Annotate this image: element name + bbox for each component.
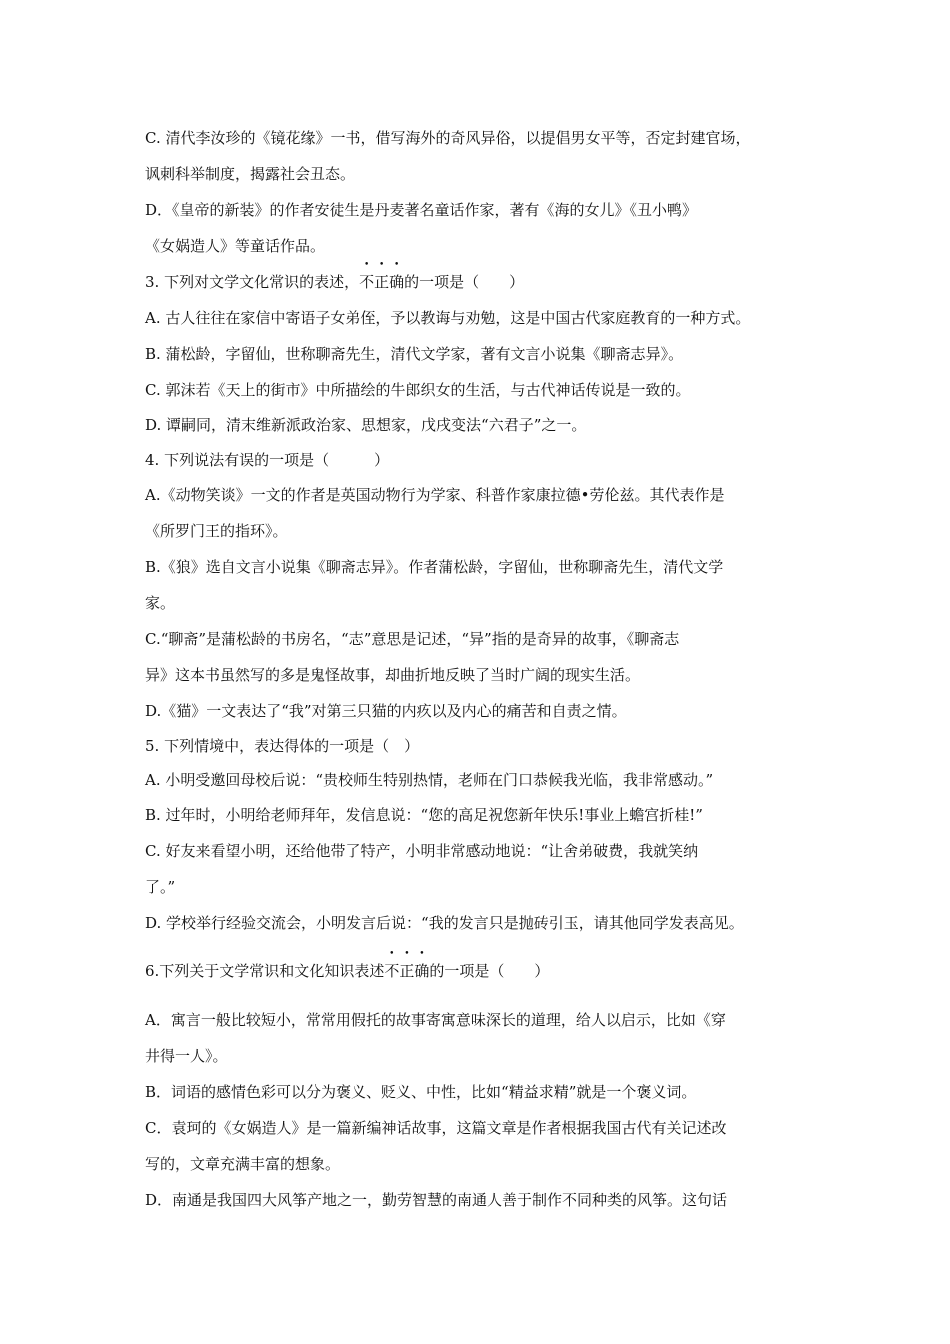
emphasis-char: 确 bbox=[414, 962, 430, 980]
text-line: A．寓言一般比较短小，常常用假托的故事寄寓意味深长的道理，给人以启示，比如《穿 bbox=[145, 1011, 726, 1029]
text-line: D．《皇帝的新装》的作者安徒生是丹麦著名童话作家，著有《海的女儿》《丑小鸭》 bbox=[145, 201, 698, 219]
question-text: 6.下列关于文学常识和文化知识表述 bbox=[145, 962, 385, 980]
text-line: B．词语的感情色彩可以分为褒义、贬义、中性，比如“精益求精”就是一个褒义词。 bbox=[145, 1083, 697, 1101]
text-line: B. 蒲松龄，字留仙，世称聊斋先生，清代文学家，著有文言小说集《聊斋志异》。 bbox=[145, 345, 684, 363]
text-line: D. 学校举行经验交流会，小明发言后说：“我的发言只是抛砖引玉，请其他同学发表高见。 bbox=[145, 914, 744, 932]
text-line: C.“聊斋”是蒲松龄的书房名，“志”意思是记述，“异”指的是奇异的故事，《聊斋志 bbox=[145, 630, 680, 648]
text-line: A. 小明受邀回母校后说：“贵校师生特别热情，老师在门口恭候我光临，我非常感动。” bbox=[145, 771, 714, 789]
text-line: 了。” bbox=[145, 878, 176, 896]
text-line: 家。 bbox=[145, 594, 176, 612]
text-line: D．南通是我国四大风筝产地之一，勤劳智慧的南通人善于制作不同种类的风筝。这句话 bbox=[145, 1191, 728, 1209]
emphasis-char: 不 bbox=[359, 273, 375, 291]
emphasis-char: 确 bbox=[389, 273, 405, 291]
question-6-heading bbox=[145, 961, 549, 981]
question-text: 的一项是（ ） bbox=[404, 273, 525, 291]
text-line: B. 过年时，小明给老师拜年，发信息说：“您的高足祝您新年快乐!事业上蟾宫折桂!” bbox=[145, 806, 703, 824]
text-line: C. 郭沫若《天上的街市》中所描绘的牛郎织女的生活，与古代神话传说是一致的。 bbox=[145, 381, 691, 399]
question-text: 3. 下列对文学文化常识的表述， bbox=[145, 273, 360, 291]
text-line: C. 清代李汝珍的《镜花缘》一书，借写海外的奇风异俗，以提倡男女平等，否定封建官场， bbox=[145, 129, 751, 147]
emphasis-char: 不 bbox=[384, 962, 400, 980]
text-line: D.《猫》一文表达了“我”对第三只猫的内疚以及内心的痛苦和自责之情。 bbox=[145, 702, 627, 720]
text-line: 异》这本书虽然写的多是鬼怪故事，却曲折地反映了当时广阔的现实生活。 bbox=[145, 666, 641, 684]
question-4-heading: 4. 下列说法有误的一项是（ ） bbox=[145, 451, 390, 469]
text-line: 井得一人》。 bbox=[145, 1047, 228, 1065]
text-line: C. 好友来看望小明，还给他带了特产，小明非常感动地说：“让舍弟破费，我就笑纳 bbox=[145, 842, 699, 860]
text-line: C．袁珂的《女娲造人》是一篇新编神话故事，这篇文章是作者根据我国古代有关记述改 bbox=[145, 1119, 727, 1137]
text-line: 讽刺科举制度，揭露社会丑态。 bbox=[145, 165, 356, 183]
text-line: 《所罗门王的指环》。 bbox=[145, 522, 288, 540]
text-line: B.《狼》选自文言小说集《聊斋志异》。作者蒲松龄，字留仙，世称聊斋先生，清代文学 bbox=[145, 558, 724, 576]
text-line: 《女娲造人》等童话作品。 bbox=[145, 237, 326, 255]
question-3-heading bbox=[145, 272, 524, 292]
text-line: 写的，文章充满丰富的想象。 bbox=[145, 1155, 341, 1173]
text-line: D. 谭嗣同，清末维新派政治家、思想家，戊戌变法“六君子”之一。 bbox=[145, 416, 587, 434]
text-line: A.《动物笑谈》一文的作者是英国动物行为学家、科普作家康拉德•劳伦兹。其代表作是 bbox=[145, 486, 725, 504]
text-line: A. 古人往往在家信中寄语子女弟侄，予以教诲与劝勉，这是中国古代家庭教育的一种方式。 bbox=[145, 309, 751, 327]
question-5-heading: 5. 下列情境中，表达得体的一项是（ ） bbox=[145, 737, 420, 755]
emphasis-char: 正 bbox=[399, 962, 415, 980]
question-text: 的一项是（ ） bbox=[429, 962, 550, 980]
emphasis-char: 正 bbox=[374, 273, 390, 291]
